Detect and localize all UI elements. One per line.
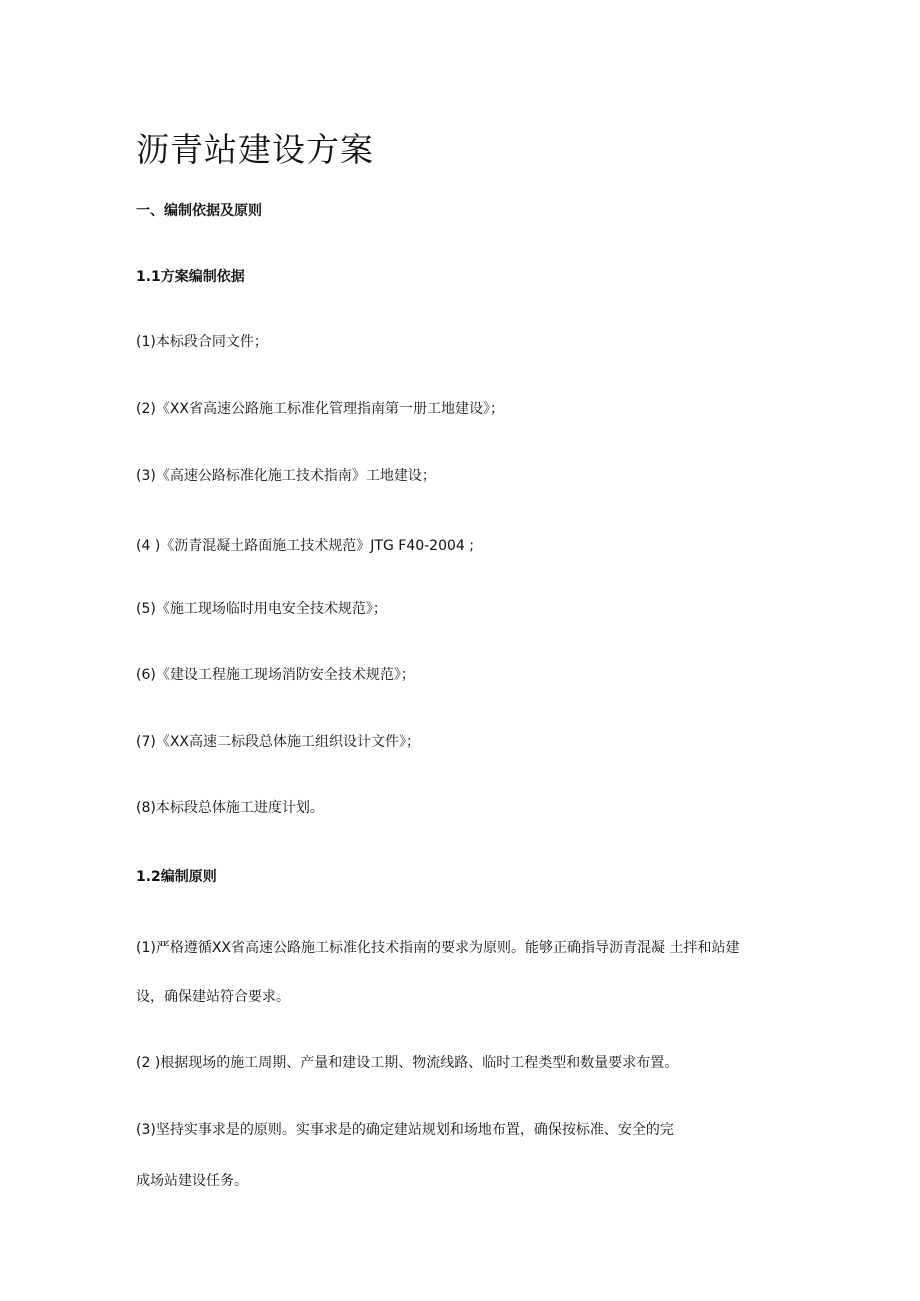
basis-item-2: (2)《XX省高速公路施工标准化管理指南第一册工地建设》；	[136, 401, 505, 417]
basis-item-1: (1)本标段合同文件；	[136, 334, 268, 350]
principle-line-4: (3)坚持实事求是的原则。实事求是的确定建站规划和场地布置，确保按标准、安全的完	[136, 1122, 674, 1138]
basis-item-7: (7)《XX高速二标段总体施工组织设计文件》；	[136, 734, 421, 750]
page-title: 沥青站建设方案	[136, 130, 374, 169]
section-heading-1: 一、编制依据及原则	[136, 203, 262, 219]
principle-line-3: (2 )根据现场的施工周期、产量和建设工期、物流线路、临时工程类型和数量要求布置。	[136, 1055, 679, 1071]
basis-item-8: (8)本标段总体施工进度计划。	[136, 800, 324, 816]
principle-line-5: 成场站建设任务。	[136, 1173, 248, 1189]
basis-item-5: (5)《施工现场临时用电安全技术规范》；	[136, 601, 387, 617]
principle-line-1: (1)严格遵循XX省高速公路施工标准化技术指南的要求为原则。能够正确指导沥青混凝 土拌和站建	[136, 940, 740, 956]
subsection-heading-1-2: 1.2编制原则	[136, 869, 217, 885]
basis-item-6: (6)《建设工程施工现场消防安全技术规范》；	[136, 667, 415, 683]
basis-item-3: (3)《高速公路标准化施工技术指南》工地建设；	[136, 468, 436, 484]
subsection-heading-1-1: 1.1方案编制依据	[136, 269, 245, 285]
basis-item-4: (4 )《沥青混凝土路面施工技术规范》JTG F40-2004 ;	[136, 538, 474, 554]
principle-line-2: 设，确保建站符合要求。	[136, 989, 290, 1005]
